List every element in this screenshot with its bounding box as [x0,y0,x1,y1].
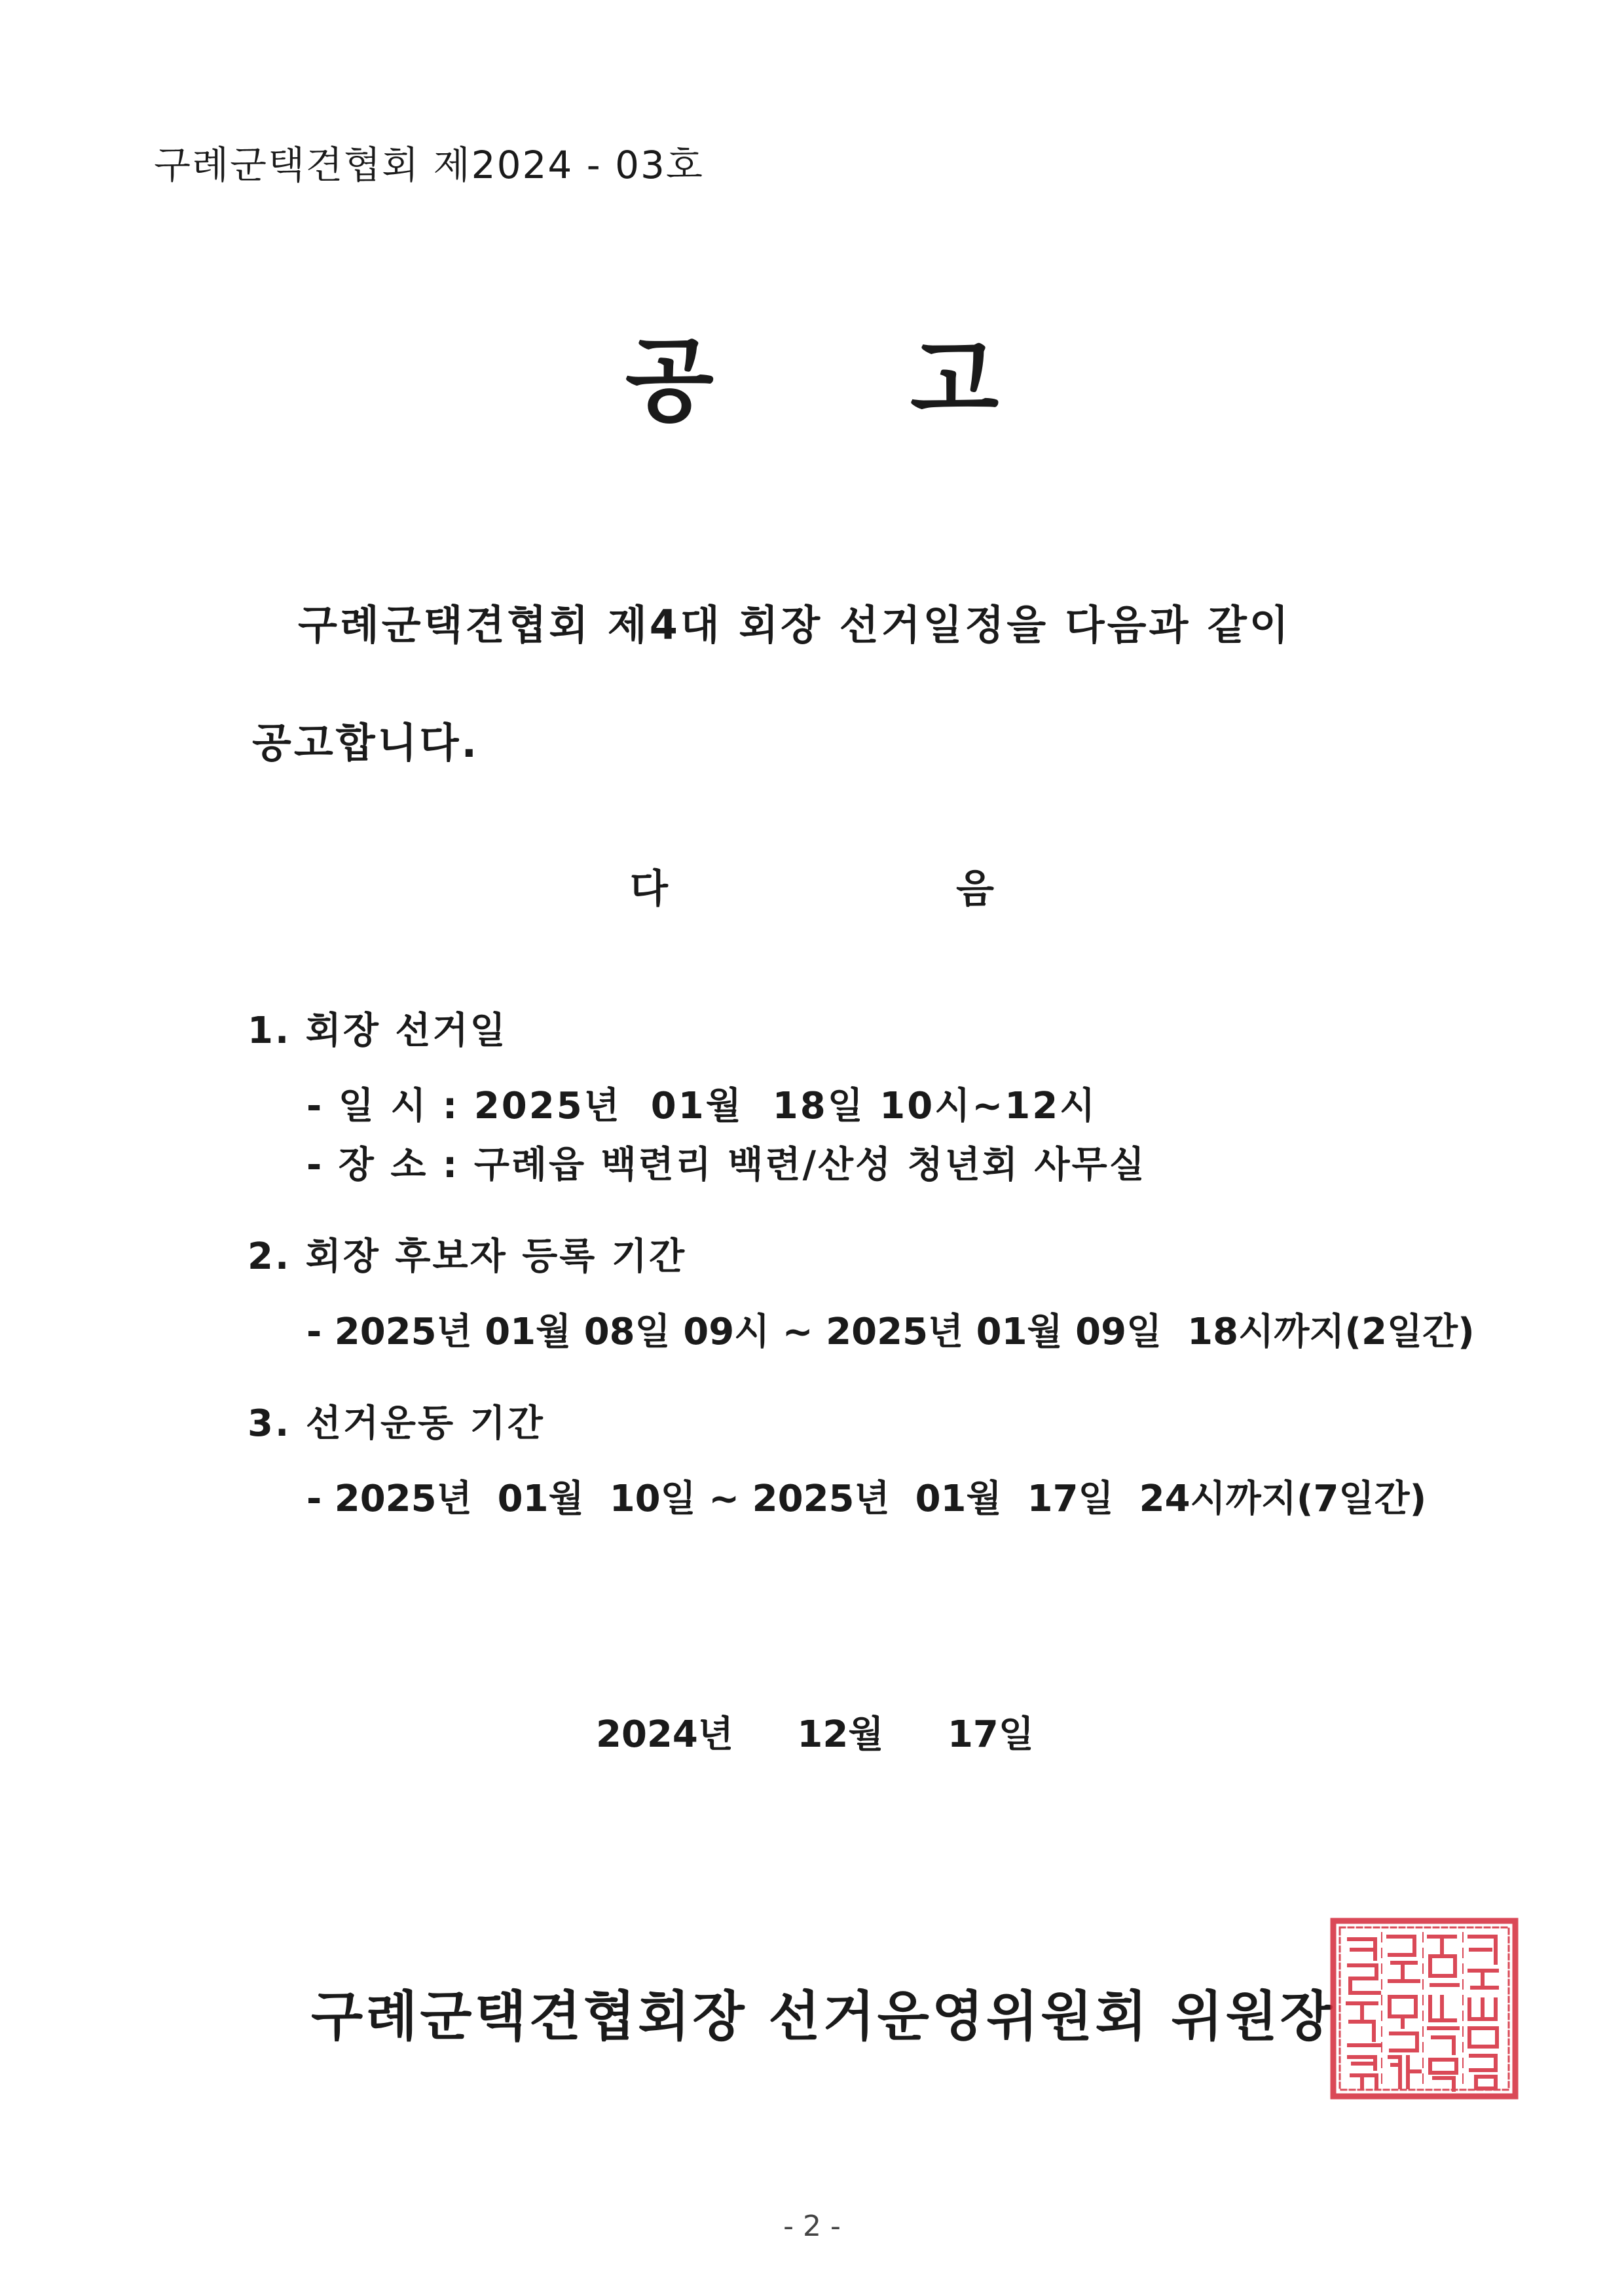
item-2-detail-period: - 2025년 01월 08일 09시 ~ 2025년 01월 09일 18시까지(2일간) [306,1311,1475,1353]
item-3-heading: 3. 선거운동 기간 [248,1402,545,1445]
item-3-detail-period: - 2025년 01월 10일 ~ 2025년 01월 17일 24시까지(7일간) [306,1478,1427,1520]
intro-line-1: 구례군택견협회 제4대 회장 선거일정을 다음과 같이 [298,601,1291,649]
title-char-2: 고 [910,328,999,435]
item-1-detail-location: - 장 소 : 구례읍 백련리 백련/산성 청년회 사무실 [306,1144,1147,1186]
item-1-heading: 1. 회장 선거일 [248,1010,507,1052]
title-char-1: 공 [625,328,714,435]
intro-line-2: 공고합니다. [252,719,480,767]
official-seal-stamp [1329,1917,1519,2100]
signer-title: 구례군택견협회장 선거운영위원회 위원장 [311,1986,1335,2048]
da-eum-char-2: 음 [956,866,994,912]
da-eum-char-1: 다 [630,866,668,912]
page-title [0,308,1624,439]
item-1-detail-datetime: - 일 시 : 2025년 01월 18일 10시~12시 [306,1085,1098,1127]
document-number: 구례군택견협회 제2024 - 03호 [154,143,704,187]
notice-date: 2024년 12월 17일 [596,1713,1034,1756]
section-heading-da-eum [0,858,1624,914]
item-2-heading: 2. 회장 후보자 등록 기간 [248,1235,687,1278]
page-number: - 2 - [783,2210,841,2243]
